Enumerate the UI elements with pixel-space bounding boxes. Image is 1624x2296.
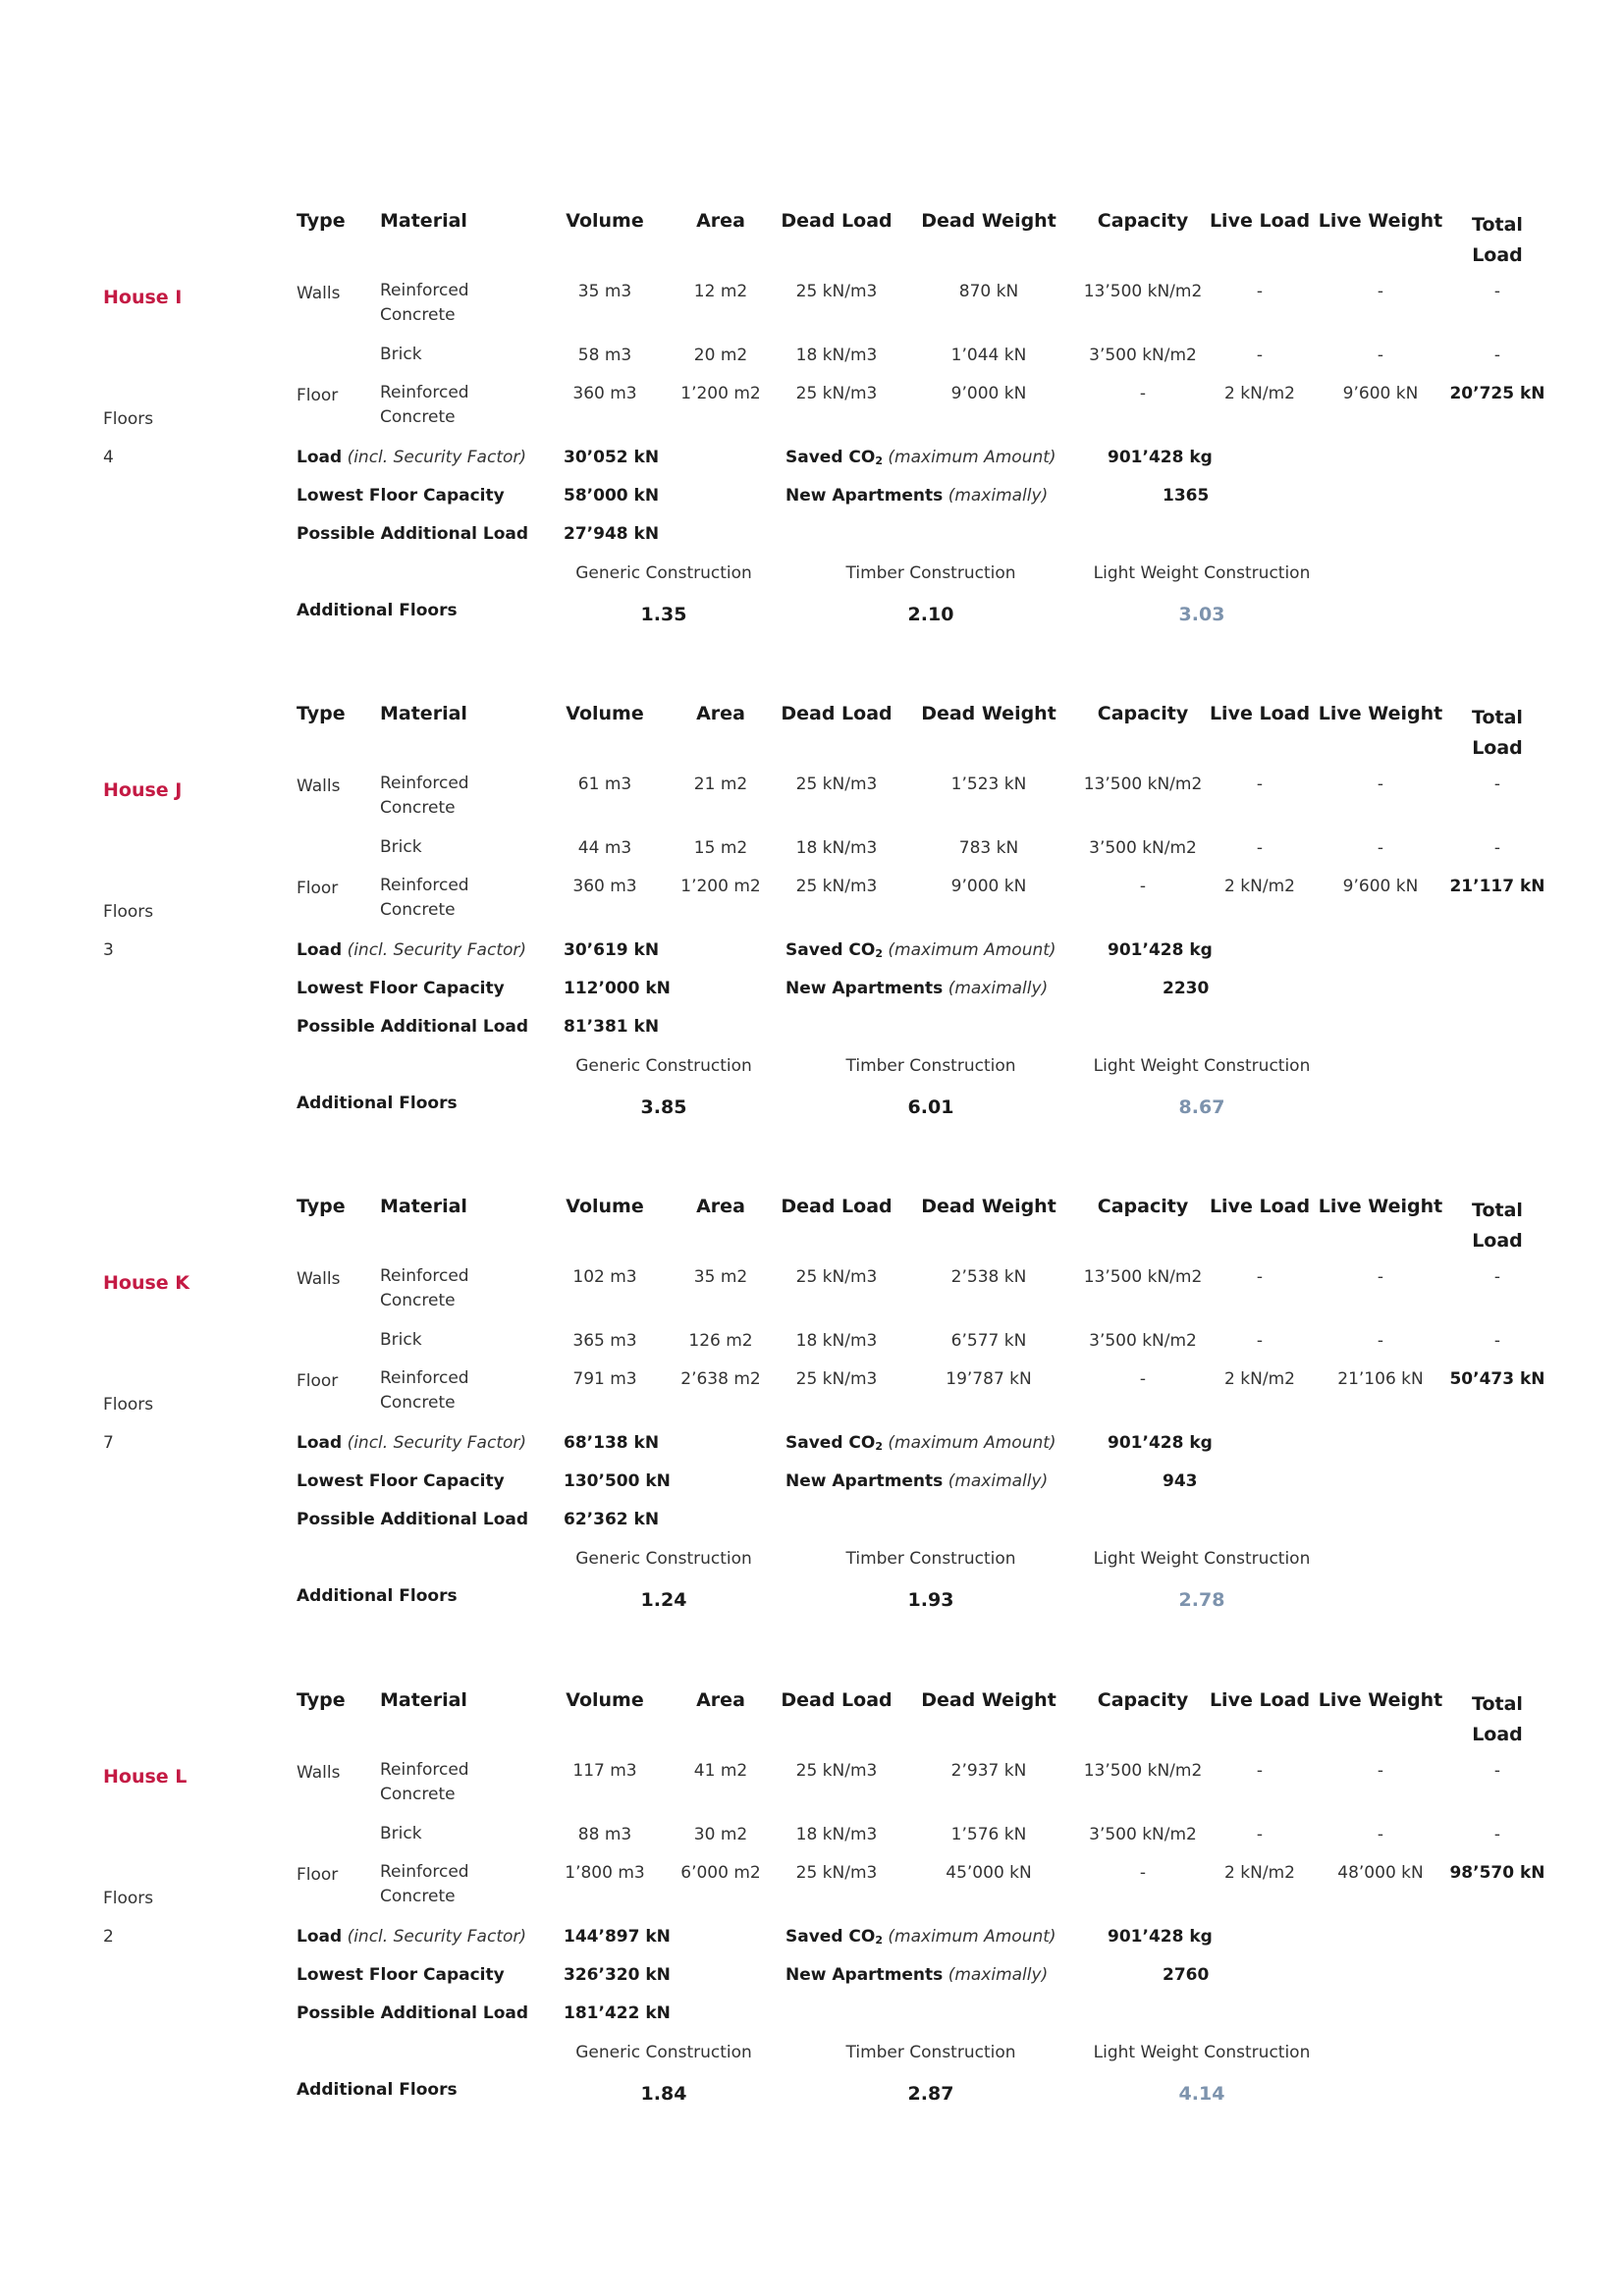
load-label-note: (incl. Security Factor): [347, 1433, 527, 1453]
possible-additional-load-text: Possible Additional Load: [297, 1510, 529, 1529]
row-area: 20 m2: [693, 346, 748, 365]
row-dead-load: 18 kN/m3: [795, 1331, 878, 1351]
row-dead-weight: 1’576 kN: [950, 1825, 1027, 1844]
row-capacity: 3’500 kN/m2: [1089, 1331, 1197, 1351]
header-type: Type: [297, 1196, 346, 1217]
row-material: Brick: [380, 1824, 422, 1843]
additional-floors-timber: 2.87: [907, 2083, 954, 2105]
row-live-load: 2 kN/m2: [1224, 1863, 1295, 1883]
header-area: Area: [696, 1689, 745, 1711]
lowest-floor-capacity-text: Lowest Floor Capacity: [297, 486, 505, 506]
row-dead-weight: 45’000 kN: [946, 1863, 1032, 1883]
row-type: Walls: [297, 1269, 341, 1289]
row-dead-load: 25 kN/m3: [795, 877, 878, 896]
light-weight-construction-label: Light Weight Construction: [1093, 1056, 1311, 1076]
saved-co2-main: Saved CO: [785, 448, 876, 467]
row-dead-load: 25 kN/m3: [795, 1761, 878, 1781]
house-section: [0, 493, 1624, 1118]
header-live-load: Live Load: [1209, 703, 1311, 724]
floors-count: 7: [103, 1433, 114, 1453]
house-name: House K: [103, 1272, 190, 1294]
row-material: Reinforced Concrete: [380, 1266, 469, 1310]
header-type: Type: [297, 1689, 346, 1711]
row-total-load: -: [1493, 774, 1501, 794]
row-volume: 35 m3: [577, 282, 632, 301]
row-total-load: -: [1493, 1761, 1501, 1781]
row-live-weight: -: [1377, 1825, 1384, 1844]
additional-floors-generic: 1.24: [640, 1589, 687, 1611]
floors-label: Floors: [103, 1395, 154, 1415]
row-area: 35 m2: [693, 1267, 748, 1287]
row-material: Reinforced Concrete: [380, 876, 469, 920]
row-area: 21 m2: [693, 774, 748, 794]
row-dead-weight: 783 kN: [958, 838, 1019, 858]
generic-construction-label: Generic Construction: [575, 2043, 752, 2062]
additional-floors-timber: 1.93: [907, 1589, 954, 1611]
row-live-weight: 21’106 kN: [1337, 1369, 1424, 1389]
row-live-load: -: [1256, 774, 1264, 794]
row-capacity: -: [1139, 384, 1147, 403]
row-material: Brick: [380, 1330, 422, 1350]
new-apartments-value: 2760: [1163, 1965, 1210, 1985]
house-name: House J: [103, 779, 183, 801]
load-label-note: (incl. Security Factor): [347, 448, 527, 467]
row-type: Floor: [297, 1865, 339, 1885]
header-volume: Volume: [566, 210, 644, 232]
saved-co2-label: [785, 1927, 1056, 1947]
row-area: 12 m2: [693, 282, 748, 301]
load-value: 30’619 kN: [564, 940, 660, 960]
row-capacity: 13’500 kN/m2: [1083, 1761, 1203, 1781]
header-dead-load: Dead Load: [781, 1689, 893, 1711]
header-area: Area: [696, 1196, 745, 1217]
row-total-load: 20’725 kN: [1449, 384, 1545, 403]
generic-construction-label: Generic Construction: [575, 1549, 752, 1569]
saved-co2-main: Saved CO: [785, 940, 876, 960]
header-live-weight: Live Weight: [1318, 1689, 1443, 1711]
house-section: [0, 0, 1624, 625]
row-live-weight: -: [1377, 282, 1384, 301]
saved-co2-subscript: 2: [875, 947, 883, 960]
header-dead-load: Dead Load: [781, 210, 893, 232]
row-material: Reinforced Concrete: [380, 1760, 469, 1804]
load-label: [297, 448, 526, 467]
load-value: 144’897 kN: [564, 1927, 671, 1947]
header-live-load: Live Load: [1209, 1196, 1311, 1217]
row-live-load: -: [1256, 1761, 1264, 1781]
timber-construction-label: Timber Construction: [845, 1056, 1016, 1076]
row-total-load: -: [1493, 1331, 1501, 1351]
row-live-load: 2 kN/m2: [1224, 1369, 1295, 1389]
row-area: 2’638 m2: [680, 1369, 761, 1389]
header-capacity: Capacity: [1097, 210, 1189, 232]
row-live-weight: 9’600 kN: [1342, 877, 1419, 896]
load-value: 30’052 kN: [564, 448, 660, 467]
row-total-load: -: [1493, 346, 1501, 365]
row-volume: 360 m3: [572, 384, 637, 403]
load-label: [297, 940, 526, 960]
new-apartments-main: New Apartments: [785, 979, 944, 998]
lowest-floor-capacity-value: 112’000 kN: [564, 979, 671, 998]
floors-label: Floors: [103, 1889, 154, 1908]
header-dead-load: Dead Load: [781, 703, 893, 724]
new-apartments-main: New Apartments: [785, 1471, 944, 1491]
saved-co2-note: (maximum Amount): [888, 448, 1056, 467]
light-weight-construction-label: Light Weight Construction: [1093, 563, 1311, 583]
row-area: 126 m2: [688, 1331, 753, 1351]
header-total-load-line1: Total: [1472, 1200, 1523, 1221]
row-dead-weight: 6’577 kN: [950, 1331, 1027, 1351]
row-type: Walls: [297, 284, 341, 303]
row-volume: 61 m3: [577, 774, 632, 794]
row-live-weight: 9’600 kN: [1342, 384, 1419, 403]
floors-count: 3: [103, 940, 114, 960]
saved-co2-main: Saved CO: [785, 1433, 876, 1453]
additional-floors-light: 4.14: [1178, 2083, 1225, 2105]
header-dead-weight: Dead Weight: [921, 1196, 1056, 1217]
row-dead-load: 25 kN/m3: [795, 774, 878, 794]
header-total-load-line2: Load: [1472, 1230, 1523, 1252]
additional-floors-timber: 2.10: [907, 604, 954, 625]
possible-additional-load-label: [297, 2003, 528, 2023]
row-live-load: 2 kN/m2: [1224, 877, 1295, 896]
load-label-main: Load: [297, 1433, 343, 1453]
load-label-main: Load: [297, 448, 343, 467]
additional-floors-text: Additional Floors: [297, 2080, 458, 2100]
possible-additional-load-value: 81’381 kN: [564, 1017, 660, 1037]
row-live-load: -: [1256, 282, 1264, 301]
new-apartments-value: 1365: [1163, 486, 1210, 506]
row-volume: 360 m3: [572, 877, 637, 896]
header-total-load: [1472, 1689, 1523, 1750]
lowest-floor-capacity-value: 130’500 kN: [564, 1471, 671, 1491]
header-dead-load: Dead Load: [781, 1196, 893, 1217]
row-live-weight: -: [1377, 1761, 1384, 1781]
new-apartments-main: New Apartments: [785, 1965, 944, 1985]
row-live-load: -: [1256, 1825, 1264, 1844]
row-live-load: 2 kN/m2: [1224, 384, 1295, 403]
floors-label: Floors: [103, 409, 154, 429]
header-volume: Volume: [566, 703, 644, 724]
possible-additional-load-value: 27’948 kN: [564, 524, 660, 544]
row-type: Walls: [297, 1763, 341, 1783]
header-capacity: Capacity: [1097, 703, 1189, 724]
possible-additional-load-value: 181’422 kN: [564, 2003, 671, 2023]
load-label-main: Load: [297, 1927, 343, 1947]
additional-floors-light: 2.78: [1178, 1589, 1225, 1611]
row-dead-load: 18 kN/m3: [795, 1825, 878, 1844]
row-dead-weight: 1’523 kN: [950, 774, 1027, 794]
row-type: Floor: [297, 386, 339, 405]
header-type: Type: [297, 703, 346, 724]
new-apartments-main: New Apartments: [785, 486, 944, 506]
header-total-load: [1472, 1196, 1523, 1256]
generic-construction-label: Generic Construction: [575, 1056, 752, 1076]
row-material: Reinforced Concrete: [380, 281, 469, 325]
header-area: Area: [696, 210, 745, 232]
row-capacity: 13’500 kN/m2: [1083, 282, 1203, 301]
row-live-weight: -: [1377, 1331, 1384, 1351]
row-volume: 102 m3: [572, 1267, 637, 1287]
row-material: Brick: [380, 837, 422, 857]
header-live-weight: Live Weight: [1318, 1196, 1443, 1217]
row-capacity: -: [1139, 1369, 1147, 1389]
load-label-note: (incl. Security Factor): [347, 940, 527, 960]
row-live-weight: 48’000 kN: [1337, 1863, 1424, 1883]
saved-co2-value: 901’428 kg: [1108, 940, 1213, 960]
header-dead-weight: Dead Weight: [921, 703, 1056, 724]
row-dead-weight: 9’000 kN: [950, 877, 1027, 896]
row-total-load: -: [1493, 838, 1501, 858]
row-dead-load: 25 kN/m3: [795, 1369, 878, 1389]
row-material: Reinforced Concrete: [380, 1862, 469, 1906]
header-live-load: Live Load: [1209, 1689, 1311, 1711]
row-material: Reinforced Concrete: [380, 383, 469, 427]
row-total-load: -: [1493, 1267, 1501, 1287]
timber-construction-label: Timber Construction: [845, 563, 1016, 583]
header-total-load-line1: Total: [1472, 1693, 1523, 1715]
light-weight-construction-label: Light Weight Construction: [1093, 1549, 1311, 1569]
row-total-load: -: [1493, 282, 1501, 301]
house-name: House L: [103, 1766, 188, 1788]
saved-co2-value: 901’428 kg: [1108, 1433, 1213, 1453]
additional-floors-text: Additional Floors: [297, 1586, 458, 1606]
header-material: Material: [380, 210, 467, 232]
saved-co2-subscript: 2: [875, 1934, 883, 1947]
load-label-main: Load: [297, 940, 343, 960]
row-live-weight: -: [1377, 774, 1384, 794]
lowest-floor-capacity-value: 58’000 kN: [564, 486, 660, 506]
row-dead-load: 25 kN/m3: [795, 1267, 878, 1287]
row-material: Reinforced Concrete: [380, 1368, 469, 1413]
row-area: 30 m2: [693, 1825, 748, 1844]
row-volume: 88 m3: [577, 1825, 632, 1844]
possible-additional-load-text: Possible Additional Load: [297, 524, 529, 544]
header-live-load: Live Load: [1209, 210, 1311, 232]
row-capacity: 13’500 kN/m2: [1083, 1267, 1203, 1287]
row-total-load: 21’117 kN: [1449, 877, 1545, 896]
row-live-load: -: [1256, 838, 1264, 858]
header-total-load-line1: Total: [1472, 214, 1523, 236]
row-total-load: 50’473 kN: [1449, 1369, 1545, 1389]
header-volume: Volume: [566, 1689, 644, 1711]
row-total-load: -: [1493, 1825, 1501, 1844]
floors-label: Floors: [103, 902, 154, 922]
row-volume: 44 m3: [577, 838, 632, 858]
row-dead-weight: 1’044 kN: [950, 346, 1027, 365]
new-apartments-note: (maximally): [947, 1471, 1049, 1491]
header-total-load-line2: Load: [1472, 737, 1523, 759]
row-dead-weight: 2’538 kN: [950, 1267, 1027, 1287]
possible-additional-load-value: 62’362 kN: [564, 1510, 660, 1529]
load-value: 68’138 kN: [564, 1433, 660, 1453]
row-live-load: -: [1256, 1331, 1264, 1351]
row-volume: 58 m3: [577, 346, 632, 365]
possible-additional-load-text: Possible Additional Load: [297, 2003, 529, 2023]
house-section: [0, 986, 1624, 1611]
saved-co2-label: [785, 448, 1056, 467]
light-weight-construction-label: Light Weight Construction: [1093, 2043, 1311, 2062]
additional-floors-text: Additional Floors: [297, 601, 458, 620]
load-label-note: (incl. Security Factor): [347, 1927, 527, 1947]
lowest-floor-capacity-value: 326’320 kN: [564, 1965, 671, 1985]
row-dead-weight: 870 kN: [958, 282, 1019, 301]
new-apartments-note: (maximally): [947, 486, 1049, 506]
row-area: 6’000 m2: [680, 1863, 761, 1883]
row-live-weight: -: [1377, 838, 1384, 858]
generic-construction-label: Generic Construction: [575, 563, 752, 583]
header-live-weight: Live Weight: [1318, 210, 1443, 232]
row-dead-load: 25 kN/m3: [795, 1863, 878, 1883]
lowest-floor-capacity-text: Lowest Floor Capacity: [297, 1965, 505, 1985]
saved-co2-subscript: 2: [875, 1440, 883, 1453]
additional-floors-light: 3.03: [1178, 604, 1225, 625]
house-name: House I: [103, 287, 183, 308]
saved-co2-note: (maximum Amount): [888, 1433, 1056, 1453]
header-capacity: Capacity: [1097, 1196, 1189, 1217]
saved-co2-note: (maximum Amount): [888, 940, 1056, 960]
header-total-load-line1: Total: [1472, 707, 1523, 728]
header-dead-weight: Dead Weight: [921, 1689, 1056, 1711]
floors-count: 4: [103, 448, 114, 467]
row-area: 15 m2: [693, 838, 748, 858]
saved-co2-label: [785, 940, 1056, 960]
additional-floors-text: Additional Floors: [297, 1094, 458, 1113]
header-material: Material: [380, 1689, 467, 1711]
new-apartments-value: 2230: [1163, 979, 1210, 998]
load-label: [297, 1433, 526, 1453]
additional-floors-timber: 6.01: [907, 1096, 954, 1118]
row-capacity: 3’500 kN/m2: [1089, 346, 1197, 365]
row-capacity: -: [1139, 877, 1147, 896]
header-material: Material: [380, 1196, 467, 1217]
row-volume: 791 m3: [572, 1369, 637, 1389]
row-material: Brick: [380, 345, 422, 364]
row-type: Walls: [297, 776, 341, 796]
row-volume: 117 m3: [572, 1761, 637, 1781]
row-capacity: 13’500 kN/m2: [1083, 774, 1203, 794]
row-area: 1’200 m2: [680, 877, 761, 896]
header-material: Material: [380, 703, 467, 724]
house-section: [0, 1479, 1624, 2105]
row-type: Floor: [297, 879, 339, 898]
saved-co2-main: Saved CO: [785, 1927, 876, 1947]
row-live-load: -: [1256, 346, 1264, 365]
row-volume: 365 m3: [572, 1331, 637, 1351]
saved-co2-value: 901’428 kg: [1108, 448, 1213, 467]
lowest-floor-capacity-label: [297, 1965, 505, 1985]
floors-count: 2: [103, 1927, 114, 1947]
header-volume: Volume: [566, 1196, 644, 1217]
header-area: Area: [696, 703, 745, 724]
row-dead-load: 18 kN/m3: [795, 838, 878, 858]
new-apartments-value: 943: [1163, 1471, 1198, 1491]
row-dead-weight: 2’937 kN: [950, 1761, 1027, 1781]
new-apartments-note: (maximally): [947, 979, 1049, 998]
row-dead-load: 18 kN/m3: [795, 346, 878, 365]
header-total-load: [1472, 210, 1523, 271]
row-area: 41 m2: [693, 1761, 748, 1781]
new-apartments-note: (maximally): [947, 1965, 1049, 1985]
additional-floors-generic: 1.35: [640, 604, 687, 625]
row-live-load: -: [1256, 1267, 1264, 1287]
header-capacity: Capacity: [1097, 1689, 1189, 1711]
timber-construction-label: Timber Construction: [845, 2043, 1016, 2062]
possible-additional-load-text: Possible Additional Load: [297, 1017, 529, 1037]
lowest-floor-capacity-text: Lowest Floor Capacity: [297, 1471, 505, 1491]
saved-co2-label: [785, 1433, 1056, 1453]
row-live-weight: -: [1377, 1267, 1384, 1287]
saved-co2-subscript: 2: [875, 454, 883, 467]
new-apartments-label: [785, 1965, 1048, 1985]
row-capacity: 3’500 kN/m2: [1089, 1825, 1197, 1844]
load-label: [297, 1927, 526, 1947]
header-type: Type: [297, 210, 346, 232]
header-live-weight: Live Weight: [1318, 703, 1443, 724]
timber-construction-label: Timber Construction: [845, 1549, 1016, 1569]
row-material: Reinforced Concrete: [380, 774, 469, 818]
row-total-load: 98’570 kN: [1449, 1863, 1545, 1883]
header-total-load-line2: Load: [1472, 244, 1523, 266]
header-dead-weight: Dead Weight: [921, 210, 1056, 232]
lowest-floor-capacity-text: Lowest Floor Capacity: [297, 979, 505, 998]
saved-co2-value: 901’428 kg: [1108, 1927, 1213, 1947]
additional-floors-generic: 1.84: [640, 2083, 687, 2105]
additional-floors-label: [297, 2080, 458, 2100]
row-capacity: 3’500 kN/m2: [1089, 838, 1197, 858]
row-dead-weight: 19’787 kN: [946, 1369, 1032, 1389]
saved-co2-note: (maximum Amount): [888, 1927, 1056, 1947]
row-type: Floor: [297, 1371, 339, 1391]
header-total-load: [1472, 703, 1523, 764]
row-volume: 1’800 m3: [565, 1863, 645, 1883]
row-dead-load: 25 kN/m3: [795, 384, 878, 403]
additional-floors-generic: 3.85: [640, 1096, 687, 1118]
row-capacity: -: [1139, 1863, 1147, 1883]
row-dead-weight: 9’000 kN: [950, 384, 1027, 403]
additional-floors-light: 8.67: [1178, 1096, 1225, 1118]
header-total-load-line2: Load: [1472, 1724, 1523, 1745]
row-live-weight: -: [1377, 346, 1384, 365]
row-area: 1’200 m2: [680, 384, 761, 403]
row-dead-load: 25 kN/m3: [795, 282, 878, 301]
